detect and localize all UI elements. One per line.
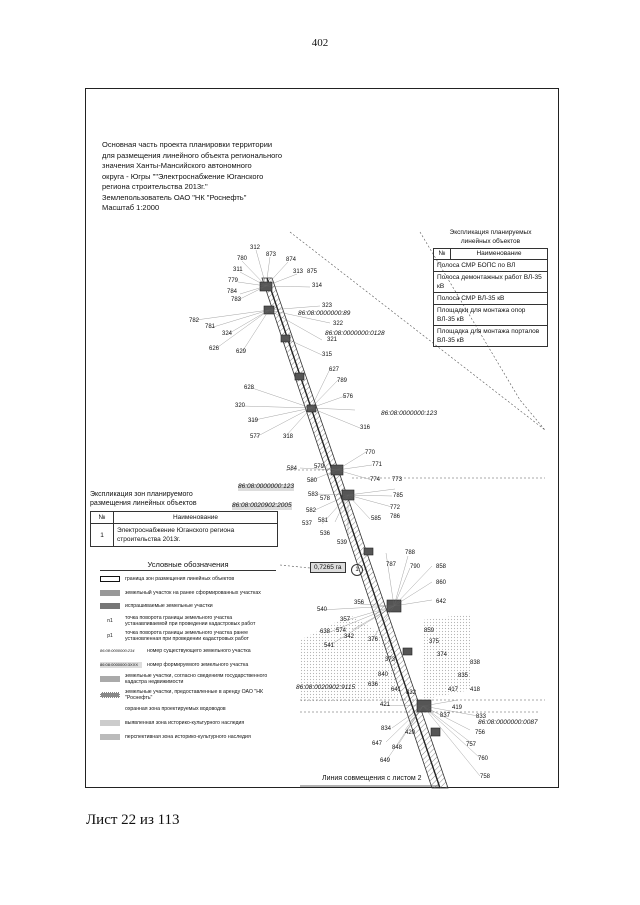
point-label: 647 [372, 741, 383, 747]
point-label: 771 [372, 462, 383, 468]
title-line: Основная часть проекта планировки территории [102, 140, 273, 149]
point-label: 834 [381, 726, 392, 732]
point-label: 873 [266, 252, 277, 258]
legend-column-header [433, 248, 548, 260]
point-label: 536 [320, 531, 331, 537]
point-label: 786 [390, 514, 401, 520]
cadastral-label: 86:08:0000000:123 [238, 483, 295, 490]
point-label: 859 [424, 628, 435, 634]
point-label: 574 [336, 628, 347, 634]
swatch-grey [100, 603, 120, 609]
point-label: 835 [458, 673, 469, 679]
convention-item [100, 630, 276, 642]
point-label: 584 [287, 466, 298, 472]
legend-title: Экспликация планируемых [449, 229, 532, 236]
point-label: 583 [308, 492, 319, 498]
point-label: 316 [360, 425, 371, 431]
convention-text: земельные участки, согласно сведениям государственного кадастра недвижимости [125, 673, 268, 686]
convention-item [100, 574, 276, 584]
point-label: 787 [386, 562, 397, 568]
convention-text: точка поворота границы земельного участка ранее установленная при проведении кадастровых работ [125, 630, 249, 643]
point-label: 837 [440, 713, 451, 719]
convention-item [100, 601, 276, 611]
point-label: 375 [429, 639, 440, 645]
point-label: 318 [283, 434, 294, 440]
convention-item [100, 588, 276, 598]
column-name: Наименование [172, 514, 219, 521]
cadastral-label: 86:08:0020902:9115 [296, 684, 356, 691]
convention-text: выявленная зона историко-культурного наследия [125, 719, 245, 726]
point-label: 780 [237, 256, 248, 262]
conventions-legend [100, 560, 276, 745]
point-label: 783 [231, 297, 242, 303]
point-label: 373 [385, 657, 396, 663]
point-label: 833 [476, 714, 487, 720]
cadastral-label: 86:08:0000000:123 [381, 410, 438, 417]
convention-text: земельные участки, предоставленные в аренду ОАО "НК "Роснефть" [125, 688, 263, 701]
point-label: 649 [380, 758, 391, 764]
point-label: 773 [392, 477, 403, 483]
convention-item [100, 718, 276, 728]
swatch-outline [100, 576, 120, 582]
swatch-hatched [100, 590, 120, 596]
point-label: 320 [235, 403, 246, 409]
point-label: 319 [248, 418, 259, 424]
point-label: 321 [327, 337, 338, 343]
point-label: 770 [365, 450, 376, 456]
page-number: 402 [311, 37, 329, 49]
column-num: № [434, 249, 451, 259]
convention-item [100, 673, 276, 685]
point-label: 314 [312, 283, 323, 289]
swatch-point-old: p1 [107, 633, 113, 640]
point-label: 323 [322, 303, 333, 309]
title-line: округа - Югры ""Электроснабжение Юганского [102, 171, 264, 181]
point-label: 838 [470, 660, 481, 666]
point-label: 581 [318, 518, 329, 524]
legend-row: Полоса СМР ВЛ-35 кВ [433, 293, 548, 305]
point-label: 585 [371, 516, 382, 522]
convention-text: точка поворота границы земельного участка устанавливаемой при проведении кадастровых работ [125, 614, 256, 627]
point-label: 421 [380, 702, 391, 708]
point-label: 756 [475, 730, 486, 736]
convention-text: граница зон размещения линейных объектов [125, 576, 235, 582]
point-label: 627 [329, 367, 340, 373]
point-label: 374 [437, 652, 448, 658]
convention-item [100, 646, 276, 656]
combination-line-label: Линия совмещения с листом 2 [322, 775, 422, 782]
conventions-title: Условные обозначения [100, 560, 276, 571]
column-num: № [91, 512, 114, 523]
title-line: Масштаб 1:2000 [102, 203, 160, 212]
point-label: 417 [448, 687, 459, 693]
point-label: 376 [368, 637, 379, 643]
convention-item [100, 704, 276, 714]
point-label: 312 [250, 245, 261, 251]
point-label: 774 [370, 477, 381, 483]
convention-item [100, 689, 276, 701]
swatch-cadastre [100, 676, 120, 682]
legend-row: Площадки для монтажа опор ВЛ-35 кВ [433, 305, 548, 326]
legend-title: размещения линейных объектов [90, 500, 197, 507]
convention-text: охранная зона проектируемых водоводов [125, 706, 226, 713]
title-line: значения Ханты-Мансийского автономного [102, 161, 252, 170]
point-label: 782 [189, 318, 200, 324]
point-label: 757 [466, 742, 477, 748]
point-label: 541 [324, 643, 335, 649]
point-label: 577 [250, 434, 261, 440]
swatch-water-zone [100, 706, 120, 712]
point-label: 781 [205, 324, 216, 330]
title-line: Землепользователь ОАО "НК "Роснефть" [102, 192, 247, 202]
convention-item [100, 732, 276, 742]
point-label: 790 [410, 564, 421, 570]
point-label: 858 [436, 564, 447, 570]
swatch-forming-number: 86:08:0000000:3XXX [100, 662, 142, 668]
point-label: 342 [344, 634, 355, 640]
point-label: 848 [392, 745, 403, 751]
point-label: 576 [343, 394, 354, 400]
column-name: Наименование [476, 250, 522, 257]
swatch-lease [100, 692, 120, 698]
point-label: 539 [337, 540, 348, 546]
cadastral-label: 86:08:0000000:89 [298, 310, 351, 317]
swatch-existing-number: 86:08:0000000:234 [100, 647, 135, 653]
point-label: 779 [228, 278, 239, 284]
sheet-label: Лист 22 из 113 [86, 812, 180, 828]
point-label: 875 [307, 269, 318, 275]
point-label: 315 [322, 352, 333, 358]
point-label: 636 [368, 682, 379, 688]
swatch-point-new: n1 [107, 617, 113, 624]
planned-objects-legend [433, 228, 548, 347]
point-label: 311 [233, 267, 243, 273]
legend-title: Экспликация зон планируемого [90, 491, 193, 498]
convention-item [100, 615, 276, 627]
legend-column-header [90, 511, 278, 524]
point-label: 784 [227, 289, 238, 295]
point-label: 642 [436, 599, 447, 605]
point-label: 874 [286, 257, 297, 263]
cadastral-label: 86:08:0020902:2005 [232, 502, 292, 509]
point-label: 537 [302, 521, 313, 527]
point-label: 324 [222, 331, 233, 337]
row-name: Электроснабжение Юганского региона строительства 2013г. [117, 527, 235, 543]
point-label: 322 [333, 321, 344, 327]
point-label: 629 [236, 349, 247, 355]
point-label: 628 [244, 385, 255, 391]
legend-row: Площадка для монтажа порталов ВЛ-35 кВ [433, 326, 548, 347]
point-label: 758 [480, 774, 491, 780]
point-label: 540 [317, 607, 328, 613]
area-label: 0,7265 га [310, 562, 346, 573]
point-label: 638 [320, 629, 331, 635]
point-label: 860 [436, 580, 447, 586]
title-line: региона строительства 2013г." [102, 182, 208, 191]
point-label: 760 [478, 756, 489, 762]
point-label: 626 [209, 346, 220, 352]
convention-text: испрашиваемые земельные участки [125, 603, 213, 610]
convention-text: номер существующего земельного участка [147, 647, 251, 654]
legend-row: Полоса демонтажных работ ВЛ-35 кВ [433, 272, 548, 293]
point-label: 641 [391, 687, 402, 693]
row-num: 1 [91, 524, 114, 546]
point-label: 578 [320, 496, 331, 502]
point-label: 789 [337, 378, 348, 384]
convention-text: перспективная зона историко-культурного наследия [125, 733, 251, 740]
legend-row [90, 524, 278, 547]
cadastral-label: 86:08:0000000:0087 [478, 719, 538, 726]
convention-text: номер формируемого земельного участка [147, 661, 249, 668]
point-label: 419 [452, 705, 463, 711]
convention-item [100, 660, 276, 670]
point-label: 785 [393, 493, 404, 499]
point-label: 582 [306, 508, 317, 514]
point-label: 832 [406, 690, 417, 696]
point-label: 772 [390, 505, 401, 511]
swatch-heritage-prospective [100, 734, 120, 740]
convention-text: земельный участок на ранее сформированных участках [125, 589, 261, 596]
zone-marker: 1 [351, 564, 363, 576]
cadastral-label: 86:08:0000000:0128 [325, 330, 385, 337]
zones-legend [90, 490, 278, 547]
point-label: 357 [340, 617, 351, 623]
point-label: 420 [405, 730, 416, 736]
legend-row: Полоса СМР БОПС по ВЛ [433, 260, 548, 272]
point-label: 788 [405, 550, 416, 556]
point-label: 840 [378, 672, 389, 678]
title-line: для размещения линейного объекта регионального [102, 150, 282, 160]
point-label: 579 [314, 464, 325, 470]
swatch-heritage [100, 720, 120, 726]
point-label: 356 [354, 600, 365, 606]
point-label: 580 [307, 478, 318, 484]
point-label: 313 [293, 269, 304, 275]
point-label: 418 [470, 687, 481, 693]
legend-title: линейных объектов [460, 238, 521, 245]
